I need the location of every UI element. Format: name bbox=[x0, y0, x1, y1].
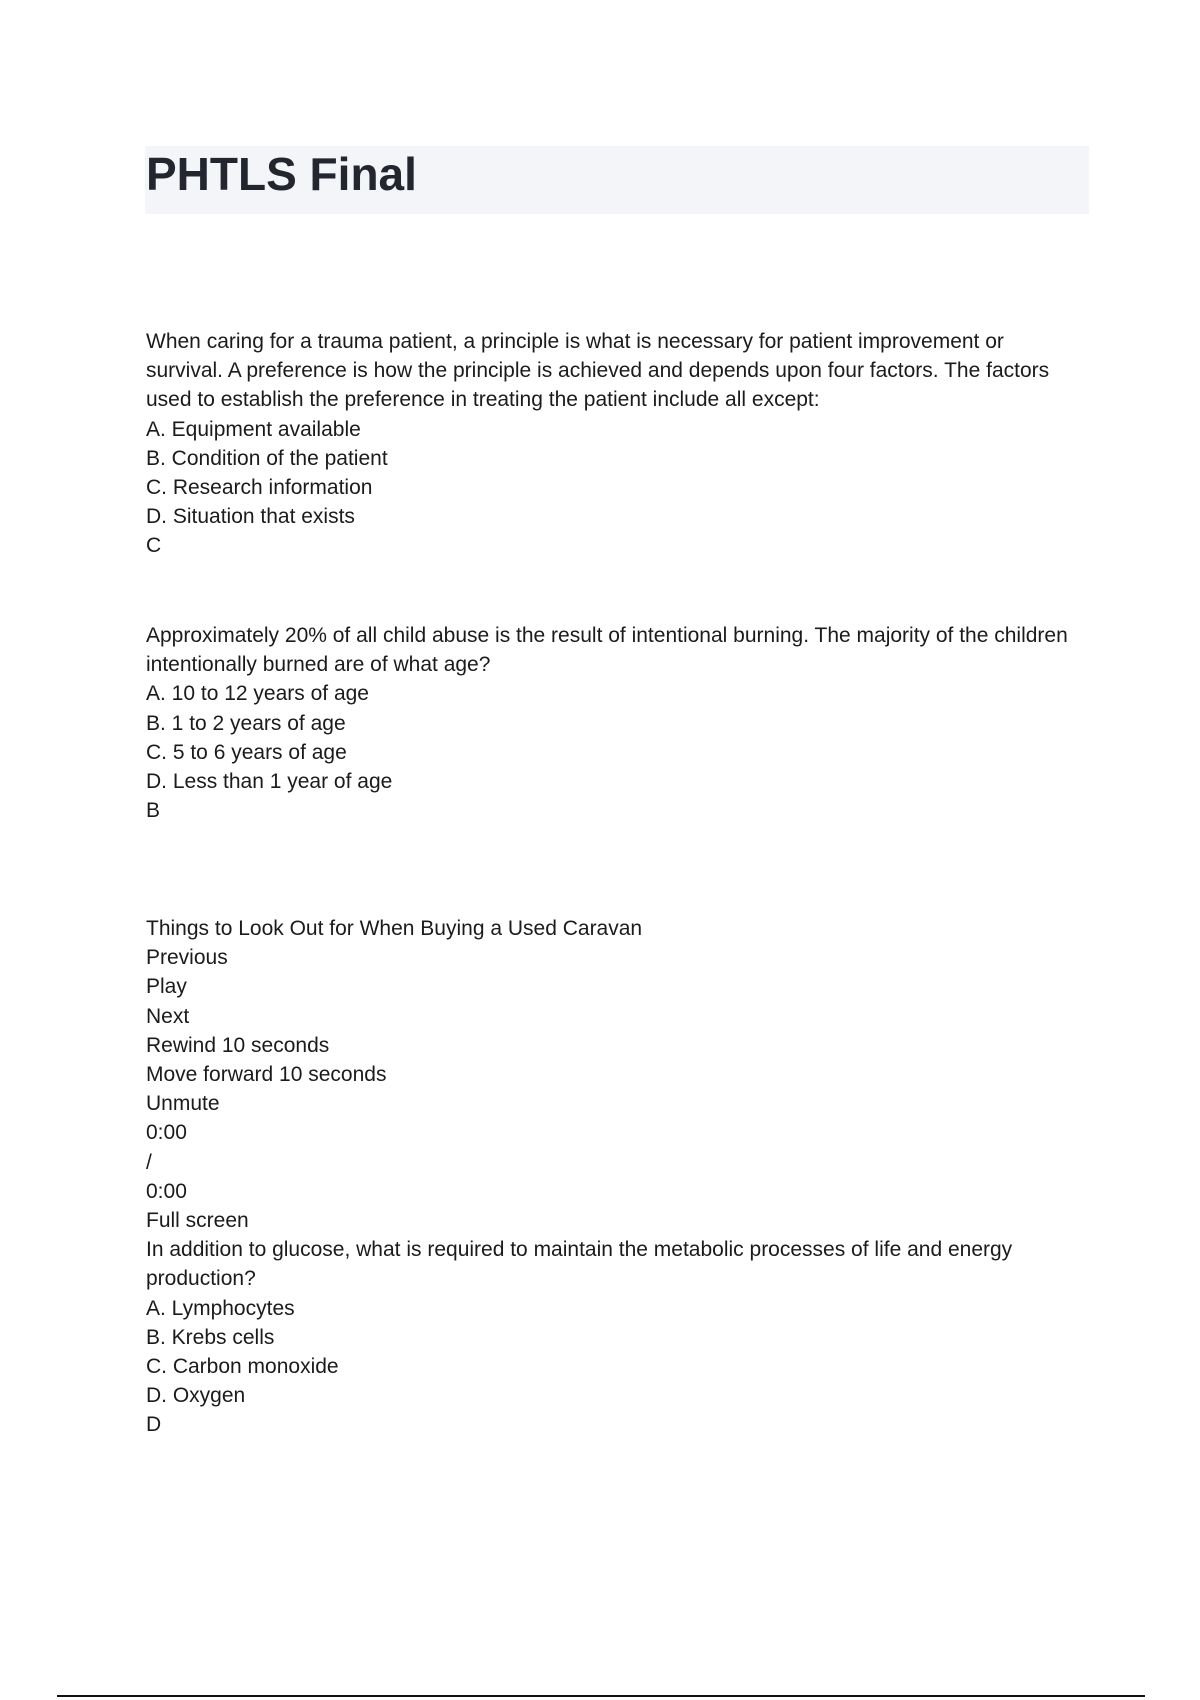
answer-option: A. 10 to 12 years of age bbox=[146, 682, 369, 706]
question-prompt: When caring for a trauma patient, a principle is what is necessary for patient improvement or survival. A preference is how the principle is achieved and depends upon four factors. The factors used to establish the preference in treating the patient include all except: bbox=[146, 330, 1050, 412]
current-time: 0:00 bbox=[146, 1121, 187, 1145]
duration: 0:00 bbox=[146, 1179, 187, 1203]
time-separator: / bbox=[146, 1150, 152, 1174]
answer-option: A. Equipment available bbox=[146, 417, 361, 441]
fullscreen-button[interactable]: Full screen bbox=[146, 1209, 249, 1233]
question-prompt: Approximately 20% of all child abuse is the result of intentional burning. The majority of the children intentionally burned are of what age? bbox=[146, 624, 1068, 677]
media-and-question-block bbox=[146, 914, 1086, 1440]
answer-option: B. Condition of the patient bbox=[146, 446, 388, 470]
rewind-button[interactable]: Rewind 10 seconds bbox=[146, 1033, 330, 1057]
answer-option: C. Research information bbox=[146, 476, 373, 500]
answer-option: D. Less than 1 year of age bbox=[146, 770, 393, 794]
page-title: PHTLS Final bbox=[146, 148, 417, 200]
correct-answer: C bbox=[146, 534, 162, 558]
previous-button[interactable]: Previous bbox=[146, 946, 228, 970]
answer-option: C. Carbon monoxide bbox=[146, 1355, 339, 1379]
question-block bbox=[146, 327, 1086, 561]
answer-option: B. 1 to 2 years of age bbox=[146, 711, 346, 735]
answer-option: D. Situation that exists bbox=[146, 505, 355, 529]
unmute-button[interactable]: Unmute bbox=[146, 1092, 220, 1116]
correct-answer: B bbox=[146, 799, 161, 823]
answer-option: D. Oxygen bbox=[146, 1384, 246, 1408]
next-button[interactable]: Next bbox=[146, 1004, 190, 1028]
play-button[interactable]: Play bbox=[146, 975, 187, 999]
footer-divider bbox=[57, 1695, 1145, 1697]
forward-button[interactable]: Move forward 10 seconds bbox=[146, 1063, 387, 1087]
answer-option: A. Lymphocytes bbox=[146, 1296, 295, 1320]
media-title: Things to Look Out for When Buying a Used Caravan bbox=[146, 917, 643, 940]
question-prompt: In addition to glucose, what is required to maintain the metabolic processes of life and energy production? bbox=[146, 1238, 1013, 1291]
correct-answer: D bbox=[146, 1413, 162, 1437]
answer-option: B. Krebs cells bbox=[146, 1325, 275, 1349]
question-block bbox=[146, 621, 1086, 825]
answer-option: C. 5 to 6 years of age bbox=[146, 740, 347, 764]
